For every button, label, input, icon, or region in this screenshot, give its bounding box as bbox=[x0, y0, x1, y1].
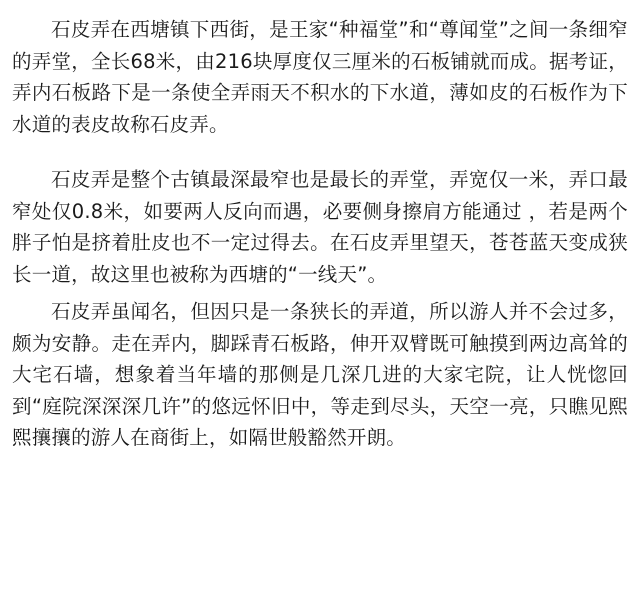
paragraph-1: 石皮弄在西塘镇下西街，是王家“种福堂”和“尊闻堂”之间一条细窄的弄堂，全长68米，由216块厚度仅三厘米的石板铺就而成。据考证，弄内石板路下是一条使全弄雨天不积水的下水道，薄如皮的石板作为下水道的表皮故称石皮弄。 bbox=[12, 18, 628, 136]
paragraph-3: 石皮弄虽闻名，但因只是一条狭长的弄道，所以游人并不会过多，颇为安静。走在弄内，脚踩青石板路，伸开双臂既可触摸到两边高耸的大宅石墙，想象着当年墙的那侧是几深几进的大家宅院，让人恍惚回到“庭院深深深几许”的悠远怀旧中，等走到尽头，天空一亮，只瞧见熙熙攘攘的游人在商街上，如隔世般豁然开朗。 bbox=[12, 300, 628, 449]
paragraph-2: 石皮弄是整个古镇最深最窄也是最长的弄堂，弄宽仅一米，弄口最窄处仅0.8米，如要两人反向而遇，必要侧身擦肩方能通过 ，若是两个胖子怕是挤着肚皮也不一定过得去。在石皮弄里望天，苍苍蓝天变成狭长一道，故这里也被称为西塘的“一线天”。 bbox=[12, 168, 628, 286]
